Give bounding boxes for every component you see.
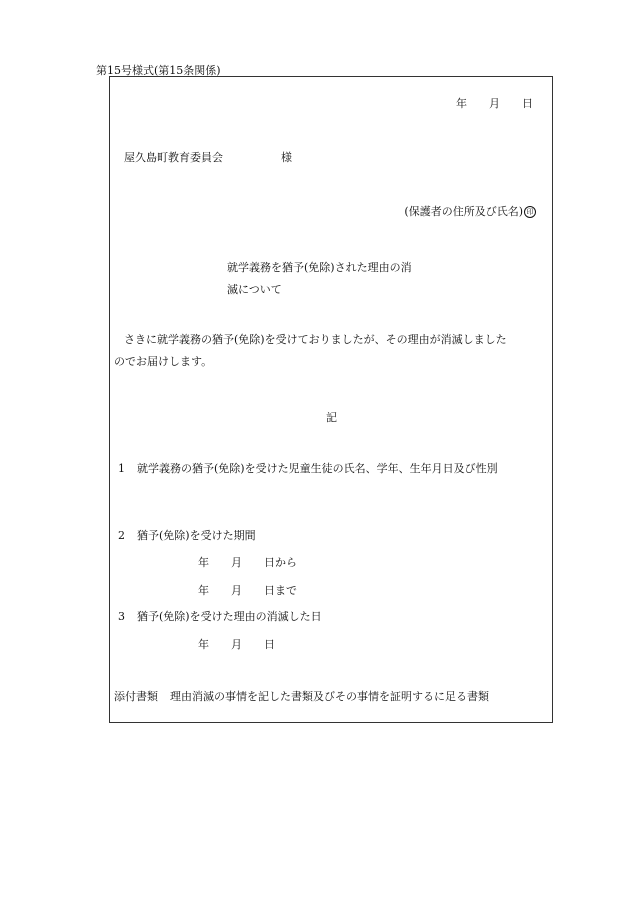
subject-line-2: 滅について — [227, 283, 282, 296]
item-3-number: 3 — [118, 610, 125, 623]
date-year: 年 — [456, 97, 467, 110]
item-1 — [118, 462, 498, 476]
body-line-2: のでお届けします。 — [114, 355, 213, 368]
item-2 — [118, 529, 256, 543]
date-day: 日 — [522, 97, 533, 110]
recipient-name: 屋久島町教育委員会 — [124, 151, 223, 164]
period-from-suffix: 日から — [264, 556, 297, 569]
item-1-number: 1 — [118, 462, 125, 475]
form-number: 第15号様式(第15条関係) — [96, 64, 221, 77]
extinction-year: 年 — [198, 638, 209, 651]
subject-line-1: 就学義務を猶予(免除)された理由の消 — [227, 261, 412, 274]
item-3-text: 猶予(免除)を受けた理由の消滅した日 — [137, 610, 322, 623]
submission-date — [456, 97, 533, 111]
date-month: 月 — [489, 97, 500, 110]
period-to-suffix: 日まで — [264, 584, 297, 597]
form-frame — [109, 76, 553, 723]
item-3 — [118, 610, 322, 624]
period-from — [198, 556, 297, 570]
item-1-text: 就学義務の猶予(免除)を受けた児童生徒の氏名、学年、生年月日及び性別 — [137, 462, 498, 475]
period-from-month: 月 — [231, 556, 242, 569]
attachments-text: 理由消滅の事情を記した書類及びその事情を証明するに足る書類 — [170, 690, 489, 703]
item-2-number: 2 — [118, 529, 125, 542]
period-to-year: 年 — [198, 584, 209, 597]
attachments-line — [114, 690, 489, 704]
guardian-label: (保護者の住所及び氏名) — [404, 205, 523, 218]
extinction-day: 日 — [264, 638, 275, 651]
recipient-line — [124, 151, 292, 165]
period-from-year: 年 — [198, 556, 209, 569]
guardian-line — [404, 205, 536, 219]
item-2-text: 猶予(免除)を受けた期間 — [137, 529, 256, 542]
attachments-label: 添付書類 — [114, 690, 158, 703]
extinction-date — [198, 638, 275, 652]
recipient-honorific: 様 — [281, 151, 292, 164]
extinction-month: 月 — [231, 638, 242, 651]
period-to-month: 月 — [231, 584, 242, 597]
seal-mark: 印 — [524, 206, 536, 218]
ki-heading: 記 — [326, 411, 337, 424]
period-to — [198, 584, 297, 598]
body-line-1: さきに就学義務の猶予(免除)を受けておりましたが、その理由が消滅しました — [124, 333, 507, 346]
